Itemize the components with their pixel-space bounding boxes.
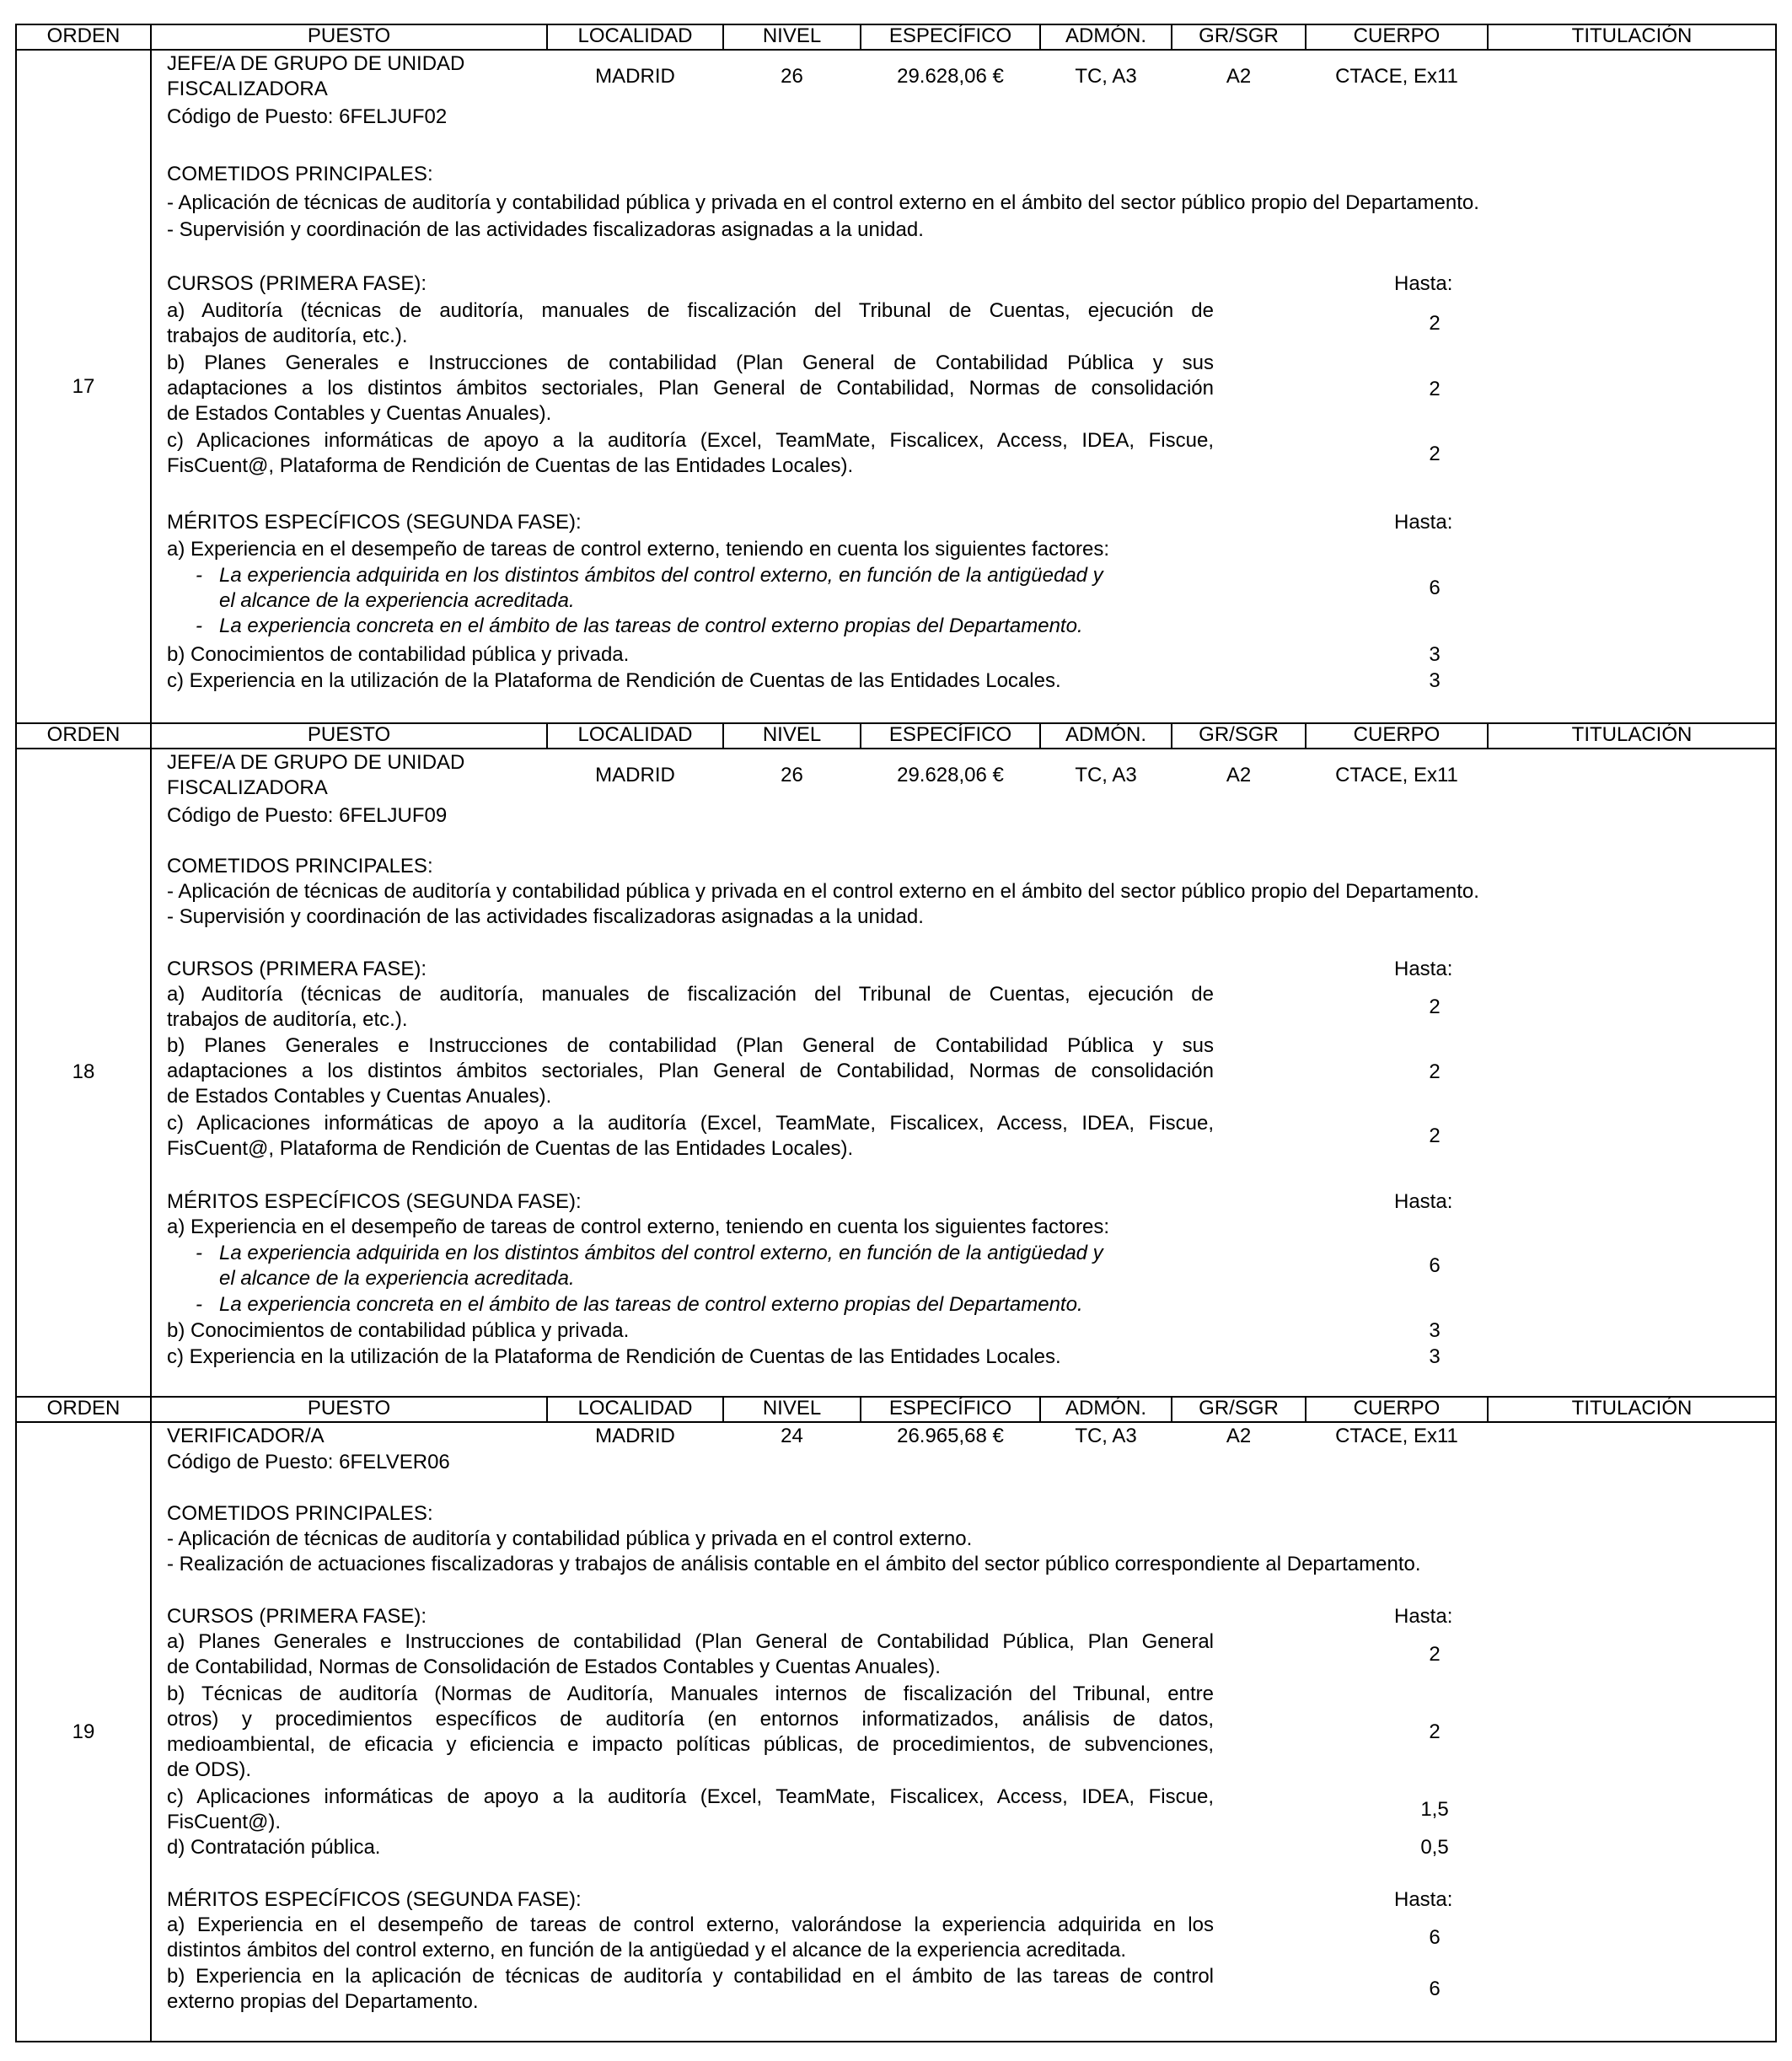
meritos-heading: MÉRITOS ESPECÍFICOS (SEGUNDA FASE):: [167, 511, 582, 534]
header-cuerpo: CUERPO: [1353, 1397, 1441, 1420]
cursos-heading: CURSOS (PRIMERA FASE):: [167, 272, 427, 295]
merito-value: 6: [1429, 577, 1441, 599]
puesto-title-line-2: FISCALIZADORA: [167, 776, 328, 799]
localidad-value: MADRID: [595, 65, 675, 88]
merito-item-a: a) Experiencia en el desempeño de tareas de control externo, teniendo en cuenta los siguientes factores:: [167, 538, 1110, 561]
merito-subitem-dash: -: [196, 1293, 202, 1316]
merito-subitem-2: La experiencia concreta en el ámbito de las tareas de control externo propias del Departamento.: [219, 1293, 1083, 1316]
curso-value: 2: [1429, 378, 1441, 400]
merito-value: 3: [1429, 643, 1441, 666]
especifico-value: 26.965,68 €: [897, 1425, 1004, 1447]
curso-value: 2: [1429, 1643, 1441, 1666]
merito-item-b: b) Conocimientos de contabilidad pública y privada.: [167, 1319, 630, 1342]
merito-subitem-2: La experiencia concreta en el ámbito de las tareas de control externo propias del Departamento.: [219, 615, 1083, 637]
merito-value: 3: [1429, 1345, 1441, 1368]
cuerpo-value: CTACE, Ex11: [1335, 65, 1458, 88]
header-puesto: PUESTO: [307, 24, 391, 47]
cometidos-heading: COMETIDOS PRINCIPALES:: [167, 855, 433, 878]
cometidos-heading: COMETIDOS PRINCIPALES:: [167, 1502, 433, 1525]
header-cuerpo: CUERPO: [1353, 723, 1441, 746]
curso-item-c: c) Aplicaciones informáticas de apoyo a la auditoría (Excel, TeamMate, Fiscalicex, Access, IDEA, Fiscue, FisCuent@).: [167, 1785, 1214, 1833]
cuerpo-value: CTACE, Ex11: [1335, 764, 1458, 786]
merito-subitem-1-line-1: La experiencia adquirida en los distintos ámbitos del control externo, en función de la antigüedad y: [219, 564, 1103, 587]
meritos-heading: MÉRITOS ESPECÍFICOS (SEGUNDA FASE):: [167, 1190, 582, 1213]
merito-value: 3: [1429, 669, 1441, 692]
merito-item-c: c) Experiencia en la utilización de la Plataforma de Rendición de Cuentas de las Entidades Locales.: [167, 1345, 1061, 1368]
header-bottom-line-2: [15, 748, 1777, 749]
localidad-value: MADRID: [595, 764, 675, 786]
header-admon: ADMÓN.: [1065, 723, 1146, 746]
merito-subitem-dash: -: [196, 564, 202, 587]
gr-sgr-value: A2: [1226, 1425, 1252, 1447]
cometido-item: - Realización de actuaciones fiscalizadoras y trabajos de análisis contable en el ámbito del sector público correspondiente al Departamento.: [167, 1553, 1421, 1575]
merito-item-b: b) Experiencia en la aplicación de técnicas de auditoría y contabilidad en el ámbito de las tareas de control externo propias del Departamento.: [167, 1965, 1214, 2013]
table-border-right: [1775, 24, 1777, 2042]
merito-item-a: a) Experiencia en el desempeño de tareas de control externo, teniendo en cuenta los siguientes factores:: [167, 1216, 1110, 1238]
cometido-item: - Supervisión y coordinación de las actividades fiscalizadoras asignadas a la unidad.: [167, 905, 924, 928]
puesto-title-line-2: FISCALIZADORA: [167, 78, 328, 100]
merito-subitem-1-line-2: el alcance de la experiencia acreditada.: [219, 1267, 575, 1290]
puesto-code: Código de Puesto: 6FELJUF02: [167, 105, 448, 128]
orden-number: 19: [72, 1720, 95, 1743]
nivel-value: 26: [781, 65, 803, 88]
header-localidad: LOCALIDAD: [577, 24, 693, 47]
curso-value: 2: [1429, 1720, 1441, 1743]
header-gr-sgr: GR/SGR: [1199, 1397, 1279, 1420]
header-puesto: PUESTO: [307, 723, 391, 746]
hasta-label: Hasta:: [1394, 1605, 1453, 1628]
header-nivel: NIVEL: [762, 723, 822, 746]
merito-value: 3: [1429, 1319, 1441, 1342]
curso-item-a: a) Auditoría (técnicas de auditoría, manuales de fiscalización del Tribunal de Cuentas, ejecución de trabajos de auditoría, etc.).: [167, 983, 1214, 1031]
merito-value: 6: [1429, 1254, 1441, 1277]
table-border-bottom: [15, 2041, 1777, 2042]
hasta-label: Hasta:: [1394, 1888, 1453, 1911]
cuerpo-value: CTACE, Ex11: [1335, 1425, 1458, 1447]
header-titulacion: TITULACIÓN: [1571, 723, 1693, 746]
curso-item-a: a) Auditoría (técnicas de auditoría, manuales de fiscalización del Tribunal de Cuentas, ejecución de trabajos de auditoría, etc.).: [167, 299, 1214, 347]
header-localidad: LOCALIDAD: [577, 723, 693, 746]
merito-item-c: c) Experiencia en la utilización de la Plataforma de Rendición de Cuentas de las Entidades Locales.: [167, 669, 1061, 692]
header-especifico: ESPECÍFICO: [888, 1397, 1012, 1420]
cursos-heading: CURSOS (PRIMERA FASE):: [167, 958, 427, 980]
header-orden: ORDEN: [46, 723, 121, 746]
cometido-item: - Aplicación de técnicas de auditoría y contabilidad pública y privada en el control externo en el ámbito del sector público propio del Departamento.: [167, 191, 1479, 214]
localidad-value: MADRID: [595, 1425, 675, 1447]
curso-value: 2: [1429, 312, 1441, 335]
header-titulacion: TITULACIÓN: [1571, 24, 1693, 47]
header-gr-sgr: GR/SGR: [1199, 24, 1279, 47]
header-localidad: LOCALIDAD: [577, 1397, 693, 1420]
hasta-label: Hasta:: [1394, 511, 1453, 534]
cometido-item: - Aplicación de técnicas de auditoría y contabilidad pública y privada en el control externo.: [167, 1527, 973, 1550]
curso-value: 2: [1429, 443, 1441, 465]
hasta-label: Hasta:: [1394, 272, 1453, 295]
admon-value: TC, A3: [1075, 65, 1137, 88]
header-nivel: NIVEL: [762, 1397, 822, 1420]
gr-sgr-value: A2: [1226, 65, 1252, 88]
puesto-title-line-1: JEFE/A DE GRUPO DE UNIDAD: [167, 52, 465, 75]
meritos-heading: MÉRITOS ESPECÍFICOS (SEGUNDA FASE):: [167, 1888, 582, 1911]
cometidos-heading: COMETIDOS PRINCIPALES:: [167, 163, 433, 185]
puesto-code: Código de Puesto: 6FELVER06: [167, 1451, 450, 1473]
curso-item-d: d) Contratación pública.: [167, 1836, 381, 1859]
curso-item-c: c) Aplicaciones informáticas de apoyo a la auditoría (Excel, TeamMate, Fiscalicex, Access, IDEA, Fiscue, FisCuent@, Plataforma de Rendición de Cuentas de las Entidades Locales).: [167, 1112, 1214, 1160]
merito-item-b: b) Conocimientos de contabilidad pública y privada.: [167, 643, 630, 666]
merito-item-a: a) Experiencia en el desempeño de tareas de control externo, valorándose la experiencia adquirida en los distintos ámbitos del control externo, en función de la antigüedad y el alcance de la experiencia acreditada.: [167, 1913, 1214, 1962]
admon-value: TC, A3: [1075, 1425, 1137, 1447]
curso-value: 2: [1429, 1124, 1441, 1147]
puesto-title-line-1: JEFE/A DE GRUPO DE UNIDAD: [167, 751, 465, 774]
header-bottom-line-1: [15, 49, 1777, 51]
header-especifico: ESPECÍFICO: [888, 723, 1012, 746]
cursos-heading: CURSOS (PRIMERA FASE):: [167, 1605, 427, 1628]
merito-subitem-dash: -: [196, 1242, 202, 1264]
merito-subitem-dash: -: [196, 615, 202, 637]
curso-item-b: b) Planes Generales e Instrucciones de contabilidad (Plan General de Contabilidad Pública y sus adaptaciones a los distintos ámbitos sectoriales, Plan General de Contabilidad, Normas de consolidación de Estados Contables y Cuentas Anuales).: [167, 1034, 1214, 1108]
especifico-value: 29.628,06 €: [897, 764, 1004, 786]
curso-value: 2: [1429, 996, 1441, 1018]
orden-column-divider: [150, 24, 152, 2042]
curso-value: 0,5: [1420, 1836, 1449, 1859]
header-bottom-line-3: [15, 1421, 1777, 1423]
header-admon: ADMÓN.: [1065, 24, 1146, 47]
curso-item-a: a) Planes Generales e Instrucciones de contabilidad (Plan General de Contabilidad Pública, Plan General de Contabilidad, Normas de Consolidación de Estados Contables y Cuentas Anuales).: [167, 1630, 1214, 1678]
header-gr-sgr: GR/SGR: [1199, 723, 1279, 746]
admon-value: TC, A3: [1075, 764, 1137, 786]
merito-subitem-1-line-1: La experiencia adquirida en los distintos ámbitos del control externo, en función de la antigüedad y: [219, 1242, 1103, 1264]
curso-item-c: c) Aplicaciones informáticas de apoyo a la auditoría (Excel, TeamMate, Fiscalicex, Access, IDEA, Fiscue, FisCuent@, Plataforma de Rendición de Cuentas de las Entidades Locales).: [167, 429, 1214, 477]
header-nivel: NIVEL: [762, 24, 822, 47]
hasta-label: Hasta:: [1394, 1190, 1453, 1213]
especifico-value: 29.628,06 €: [897, 65, 1004, 88]
nivel-value: 26: [781, 764, 803, 786]
hasta-label: Hasta:: [1394, 958, 1453, 980]
header-especifico: ESPECÍFICO: [888, 24, 1012, 47]
cometido-item: - Supervisión y coordinación de las actividades fiscalizadoras asignadas a la unidad.: [167, 218, 924, 241]
header-cuerpo: CUERPO: [1353, 24, 1441, 47]
curso-item-b: b) Técnicas de auditoría (Normas de Auditoría, Manuales internos de fiscalización del Tribunal, entre otros) y procedimientos específicos de auditoría (en entornos informatizados, análisis de datos, medioambiental, de eficacia y eficiencia e impacto políticas públicas, de procedimientos, de subvenciones, de ODS).: [167, 1683, 1214, 1781]
merito-subitem-1-line-2: el alcance de la experiencia acreditada.: [219, 589, 575, 612]
header-puesto: PUESTO: [307, 1397, 391, 1420]
header-admon: ADMÓN.: [1065, 1397, 1146, 1420]
puesto-title-line-1: VERIFICADOR/A: [167, 1425, 325, 1447]
curso-value: 2: [1429, 1060, 1441, 1083]
curso-item-b: b) Planes Generales e Instrucciones de contabilidad (Plan General de Contabilidad Pública y sus adaptaciones a los distintos ámbitos sectoriales, Plan General de Contabilidad, Normas de consolidación de Estados Contables y Cuentas Anuales).: [167, 352, 1214, 425]
orden-number: 17: [72, 375, 95, 398]
puesto-code: Código de Puesto: 6FELJUF09: [167, 804, 448, 827]
merito-value: 6: [1429, 1978, 1441, 2000]
merito-value: 6: [1429, 1926, 1441, 1949]
orden-number: 18: [72, 1060, 95, 1083]
header-titulacion: TITULACIÓN: [1571, 1397, 1693, 1420]
cometido-item: - Aplicación de técnicas de auditoría y contabilidad pública y privada en el control externo en el ámbito del sector público propio del Departamento.: [167, 880, 1479, 903]
gr-sgr-value: A2: [1226, 764, 1252, 786]
header-orden: ORDEN: [46, 1397, 121, 1420]
nivel-value: 24: [781, 1425, 803, 1447]
header-orden: ORDEN: [46, 24, 121, 47]
curso-value: 1,5: [1420, 1798, 1449, 1821]
